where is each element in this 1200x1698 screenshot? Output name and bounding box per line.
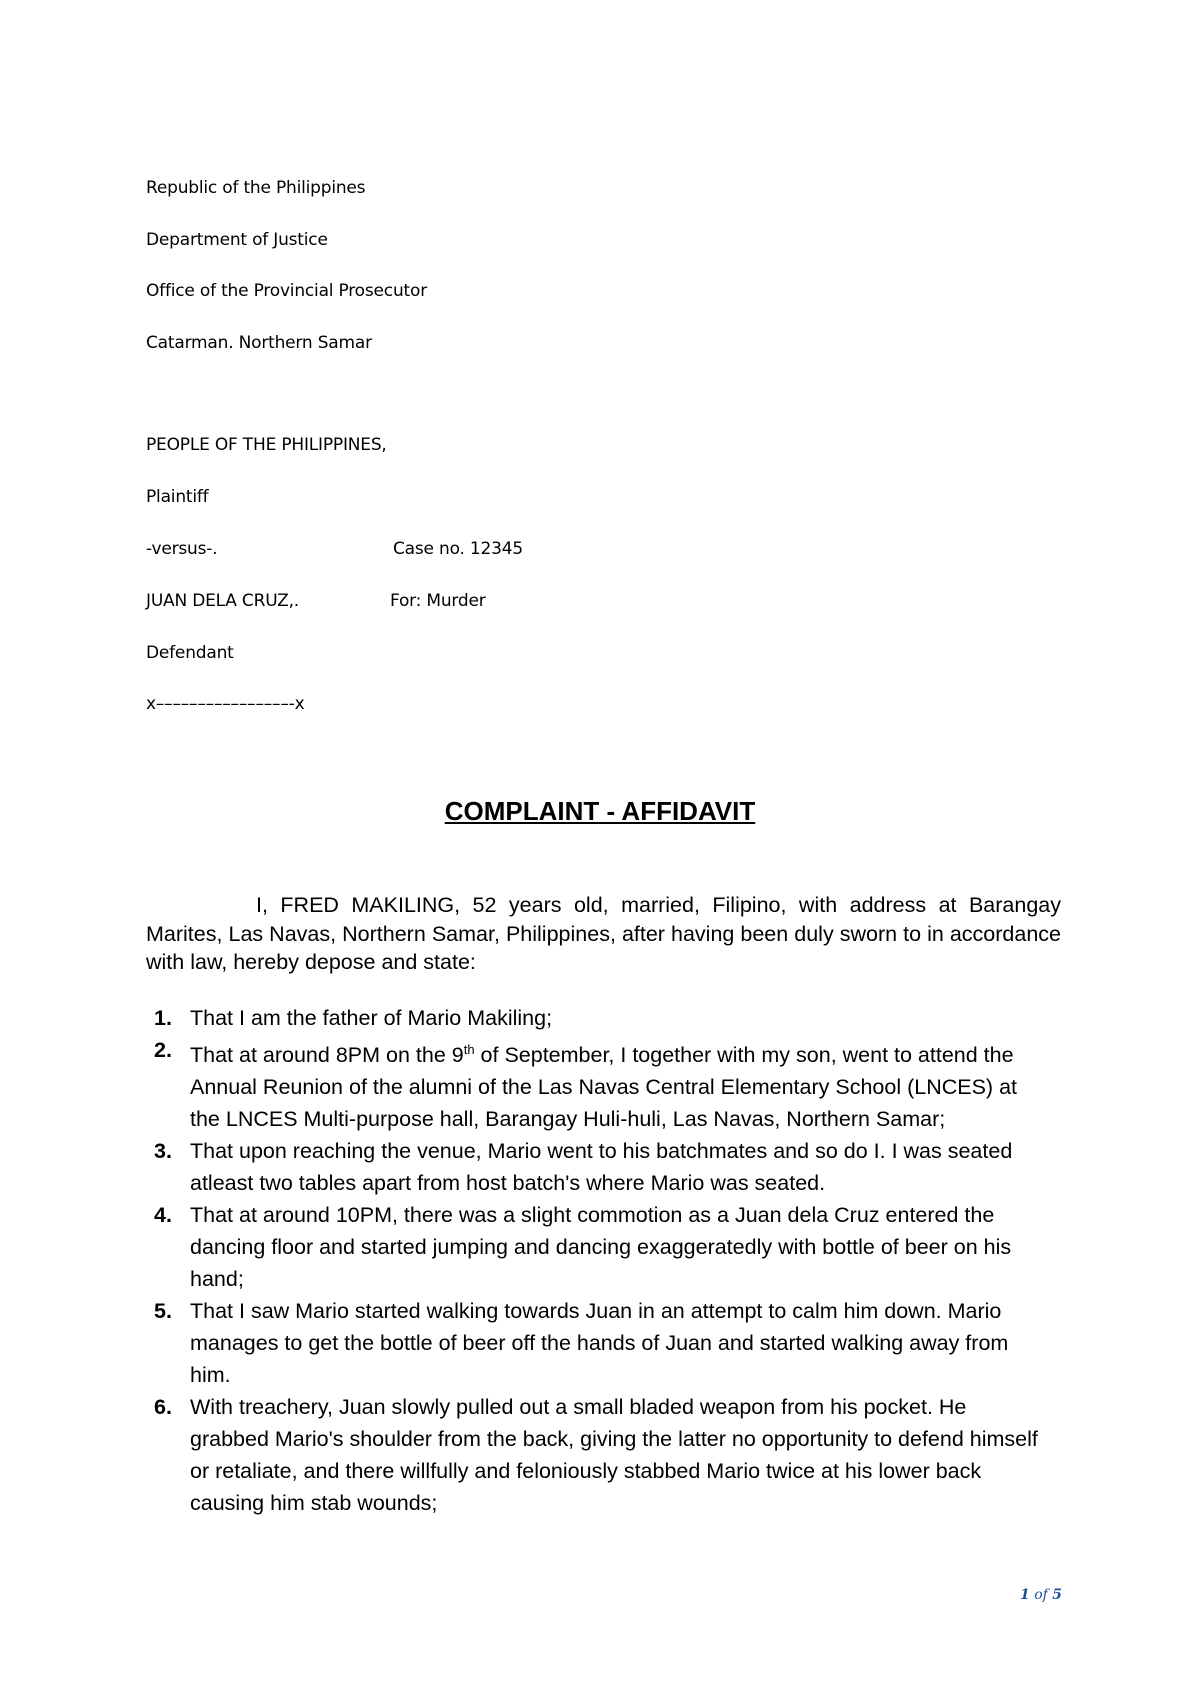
list-number: 6. [154,1395,172,1420]
list-number: 2. [154,1038,172,1062]
list-text: With treachery, Juan slowly pulled out a small bladed weapon from his pocket. He grabbed Mario's shoulder from the back, giving the latter no opportunity to defend himself or retaliate, and there willfully and feloniously stabbed Mario twice at his lower back causing him stab wounds; [190,1395,1038,1516]
intro-paragraph: I, FRED MAKILING, 52 years old, married, Filipino, with address at Barangay Marites, Las Navas, Northern Samar, Philippines, after having been duly sworn to in accordance with law, hereby depose and state: [146,893,1061,974]
list-number: 3. [154,1139,172,1164]
case-number: Case no. 12345 [393,539,523,559]
statement-list [146,1002,1046,1519]
list-text: That I am the father of Mario Makiling; [190,1006,553,1030]
list-item [146,1135,1046,1199]
list-item [146,1034,1046,1135]
list-number: 5. [154,1299,172,1324]
list-number: 4. [154,1203,172,1228]
header-republic: Republic of the Philippines [146,178,366,198]
list-item [146,1295,1046,1391]
list-item [146,1391,1046,1519]
header-office: Office of the Provincial Prosecutor [146,281,427,301]
list-item [146,1199,1046,1295]
page-current: 1 [1020,1587,1030,1603]
list-text: That I saw Mario started walking towards Juan in an attempt to calm him down. Mario manages to get the bottle of beer off the hands of Juan and started walking away from him. [190,1299,1009,1388]
plaintiff-name: PEOPLE OF THE PHILIPPINES, [146,435,387,455]
caption-separator: x––––––––––––––––-x [146,694,305,714]
page-total: 5 [1052,1587,1063,1603]
list-item [146,1002,1046,1034]
ordinal-suffix: th [463,1042,475,1057]
defendant-name: JUAN DELA CRUZ,. [146,591,300,611]
list-number: 1. [154,1006,172,1030]
charge-text: For: Murder [390,591,486,611]
header-department: Department of Justice [146,230,328,250]
defendant-label: Defendant [146,643,234,663]
list-text: That at around 10PM, there was a slight commotion as a Juan dela Cruz entered the dancing floor and started jumping and dancing exaggeratedly with bottle of beer on his hand; [190,1203,1012,1292]
versus-text: -versus-. [146,539,218,559]
plaintiff-label: Plaintiff [146,487,209,507]
page-of: of [1034,1587,1048,1603]
page-number [1020,1587,1062,1603]
document-title: COMPLAINT - AFFIDAVIT [444,796,756,826]
header-location: Catarman. Northern Samar [146,333,372,353]
list-text: That at around 8PM on the 9th of September, I together with my son, went to attend the Annual Reunion of the alumni of the Las Navas Central Elementary School (LNCES) at the LNCES Multi-purpose hall, Barangay Huli-huli, Las Navas, Northern Samar; [190,1042,1017,1132]
list-text: That upon reaching the venue, Mario went to his batchmates and so do I. I was seated atleast two tables apart from host batch's where Mario was seated. [190,1139,1013,1196]
